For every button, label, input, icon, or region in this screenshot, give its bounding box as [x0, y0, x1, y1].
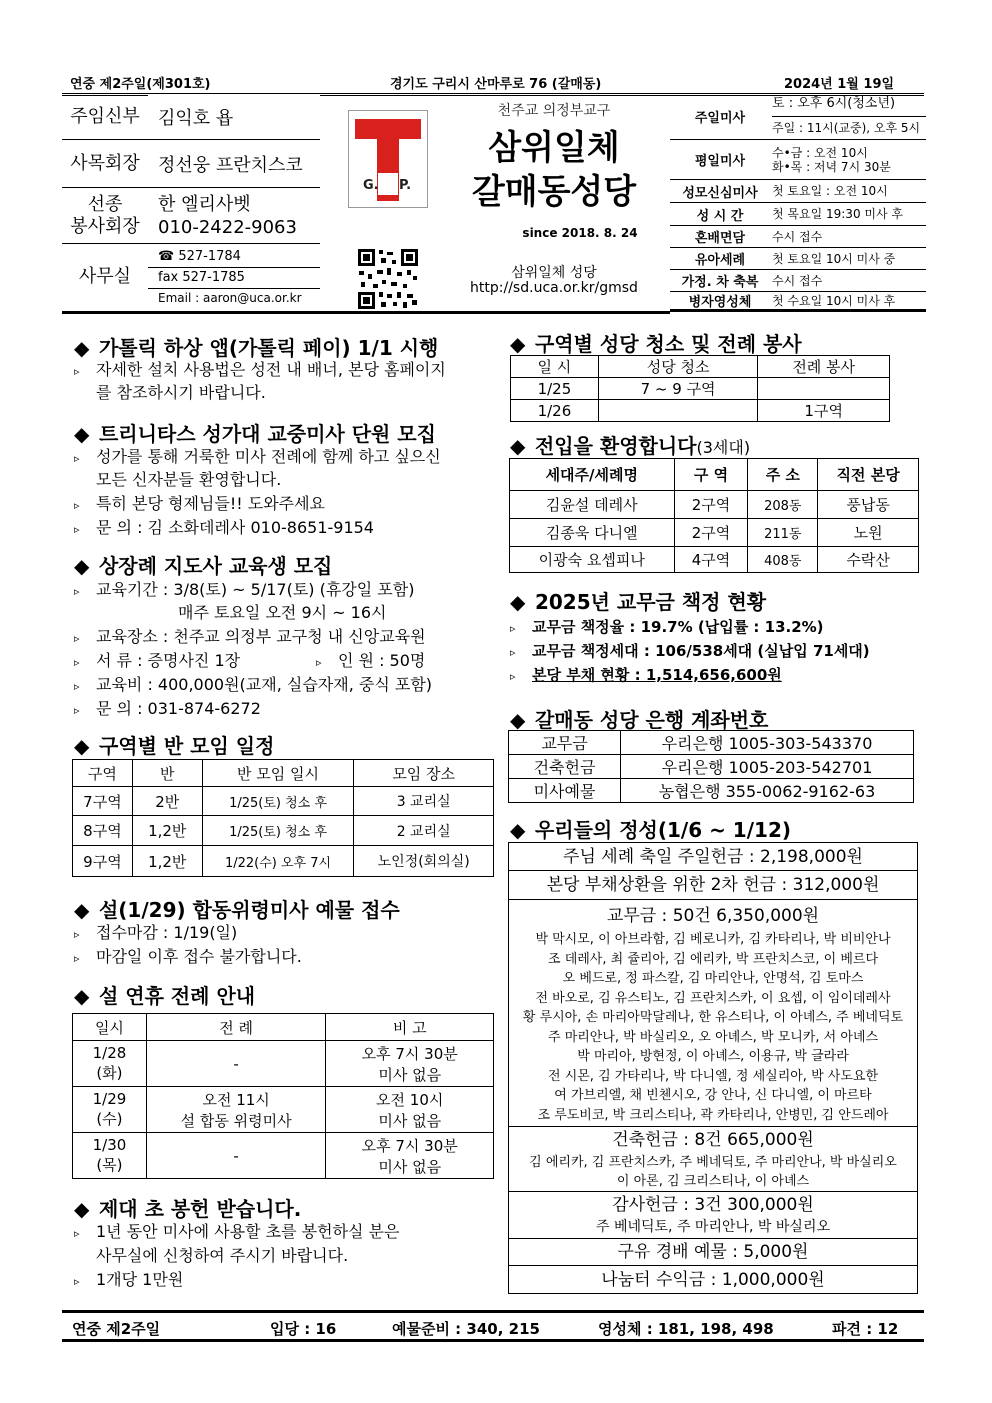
bullet-text: 접수마감 : 1/19(일) [96, 923, 238, 942]
table-cell: 1,2반 [132, 846, 202, 877]
bullet-text: 교육장소 : 천주교 의정부 교구청 내 신앙교육원 [96, 627, 426, 646]
offering-gyomu [508, 899, 918, 1127]
triangle-icon: ▹ [74, 952, 80, 965]
table-header: 구역 [73, 760, 133, 787]
table-row [73, 1087, 494, 1133]
bullet [74, 673, 432, 698]
table-cell: 211동 [748, 519, 818, 547]
names-line: 조 루도비코, 박 크리스티나, 곽 카타리나, 안병민, 김 안드레아 [537, 1107, 889, 1123]
bullet [510, 664, 782, 688]
table-row [509, 779, 914, 803]
table-cell: 2구역 [674, 491, 748, 519]
office-label: 사무실 [78, 266, 132, 287]
issue-number: 연중 제2주일(제301호) [70, 77, 211, 92]
names-line: 조 데레사, 최 쥴리아, 김 에리카, 박 프란치스코, 이 베르다 [548, 951, 878, 967]
mass-label: 주일미사 [694, 111, 746, 126]
bullet [74, 921, 237, 946]
mass-value: 첫 토요일 10시 미사 중 [772, 251, 896, 266]
note-line: 오후 7시 30분 [361, 1136, 458, 1155]
gyomu-title: 교무금 : 50건 6,350,000원 [606, 906, 820, 926]
table-row [73, 846, 494, 877]
diamond-icon: ◆ [510, 332, 526, 356]
bullet [74, 649, 240, 674]
bullet [74, 578, 414, 603]
logo-letter-p: P. [399, 178, 412, 193]
date-line: 1/28 [92, 1044, 127, 1062]
table-cell: 이광숙 요셉피나 [510, 547, 675, 573]
bullet [74, 945, 302, 970]
table-cell: 김윤설 데레사 [510, 491, 675, 519]
office-tel: ☎ 527-1784 [148, 246, 320, 268]
table-row [510, 519, 919, 547]
header-divider [62, 311, 670, 314]
note-line: 오전 10시 [376, 1090, 444, 1109]
section-heading [74, 1193, 301, 1222]
names-line: 박 막시모, 이 아브라함, 김 베로니카, 김 카타리나, 박 비비안나 [535, 932, 891, 947]
mass-value: 수시 접수 [772, 273, 823, 288]
names-line: 오 베드로, 정 파스칼, 김 마리안나, 안명석, 김 토마스 [562, 971, 864, 986]
table-cell: 교무금 [509, 731, 621, 755]
bullet-text: 문 의 : 031-874-6272 [96, 699, 261, 718]
bullet [316, 649, 425, 674]
section-heading [510, 704, 768, 733]
bullet [510, 616, 824, 640]
table-header: 반 [132, 760, 202, 787]
table-cell: 7구역 [73, 787, 133, 816]
issue-header-line [62, 70, 924, 96]
bullet-text: 교육기간 : 3/8(토) ~ 5/17(토) (휴강일 포함) [96, 580, 415, 599]
diamond-icon: ◆ [74, 554, 90, 578]
note-line: 미사 없음 [378, 1065, 442, 1084]
names-line: 황 루시아, 손 마리아막달레나, 한 유스티나, 이 아녜스, 주 베네딕토 [522, 1010, 904, 1025]
bank-account-table [508, 730, 914, 803]
table-cell [146, 1133, 326, 1179]
section-title: 상장례 지도사 교육생 모집 [98, 554, 333, 578]
mass-value: 수시 접수 [772, 229, 823, 244]
liturgy-line: 오전 11시 [202, 1090, 270, 1109]
diamond-icon: ◆ [510, 590, 526, 614]
bullet [74, 358, 446, 383]
date-line: 1/30 [92, 1136, 127, 1154]
mass-row [670, 226, 926, 248]
table-header: 주 소 [748, 459, 818, 491]
section-heading [74, 418, 436, 447]
footer-dismissal: 파견 : 12 [832, 1320, 899, 1338]
council-value: 정선웅 프란치스코 [148, 140, 320, 187]
issue-date: 2024년 1월 19일 [784, 77, 895, 92]
offering-second-collection: 본당 부채상환을 위한 2차 헌금 : 312,000원 [508, 870, 918, 900]
section-heading [510, 814, 791, 843]
mission-label-line-1: 선종 [87, 193, 123, 215]
table-row [510, 491, 919, 519]
table-header: 일시 [73, 1014, 147, 1041]
table-row [73, 816, 494, 846]
table-cell: 1/25 [511, 378, 599, 400]
triangle-icon: ▹ [74, 680, 80, 693]
table-header: 구 역 [674, 459, 748, 491]
diamond-icon: ◆ [510, 818, 526, 842]
mass-row [670, 292, 926, 312]
table-cell [146, 1041, 326, 1087]
liturgy-line: - [233, 1054, 239, 1073]
bullet [74, 445, 441, 470]
triangle-icon: ▹ [74, 928, 80, 941]
table-cell: 우리은행 1005-303-543370 [621, 731, 914, 755]
mass-row [670, 180, 926, 203]
mass-line-2: 주일 : 11시(교중), 오후 5시 [772, 120, 921, 135]
liturgy-line: - [233, 1146, 239, 1165]
liturgy-line: 설 합동 위령미사 [180, 1111, 292, 1130]
mass-label: 병자영성체 [688, 295, 752, 310]
bullet [510, 640, 870, 664]
table-cell [73, 1087, 147, 1133]
bullet [74, 625, 426, 650]
offering-crib: 구유 경배 예물 : 5,000원 [508, 1238, 918, 1266]
table-cell [598, 400, 758, 422]
bullet-continuation: 사무실에 신청하여 주시기 바랍니다. [96, 1246, 349, 1265]
section-title: 제대 초 봉헌 받습니다. [98, 1197, 302, 1221]
section-title: 설(1/29) 합동위령미사 예물 접수 [98, 898, 400, 922]
mass-row [670, 248, 926, 270]
thanks-title: 감사헌금 : 3건 300,000원 [612, 1195, 814, 1215]
footer-entrance: 입당 : 16 [270, 1320, 337, 1338]
mission-label-line-2: 봉사회장 [70, 215, 140, 237]
diamond-icon: ◆ [510, 434, 526, 458]
mass-label: 혼배면담 [694, 231, 746, 246]
bullet [74, 516, 374, 541]
table-header: 전례 봉사 [758, 356, 890, 378]
table-cell: 노인정(회의실) [354, 846, 494, 877]
bullet-text: 특히 본당 형제님들!! 도와주세요 [96, 494, 326, 513]
names-line: 이 아론, 김 크리스티나, 이 아녜스 [616, 1174, 810, 1189]
triangle-icon: ▹ [74, 499, 80, 512]
diamond-icon: ◆ [510, 708, 526, 732]
cleaning-table [510, 355, 890, 422]
pastor-value: 김익호 욥 [148, 94, 320, 139]
council-row [62, 140, 320, 188]
table-cell: 2 교리실 [354, 816, 494, 846]
table-cell [326, 1087, 494, 1133]
table-row [73, 1133, 494, 1179]
section-title: 갈매동 성당 은행 계좌번호 [534, 708, 769, 732]
names-line: 전 바오로, 김 유스티노, 김 프란치스카, 이 요셉, 이 임이데레사 [535, 990, 891, 1006]
parish-address: 경기도 구리시 산마루로 76 (갈매동) [390, 77, 602, 92]
mission-name: 한 엘리사벳 [158, 193, 251, 215]
table-header-row [510, 459, 919, 491]
table-row [511, 378, 890, 400]
bullet-text: 1개당 1만원 [96, 1270, 184, 1289]
table-header: 직전 본당 [818, 459, 919, 491]
bullet-text: 자세한 설치 사용법은 성전 내 배너, 본당 홈페이지 [96, 360, 446, 379]
bullet [74, 1268, 183, 1293]
table-header: 전 례 [146, 1014, 326, 1041]
triangle-icon: ▹ [74, 1227, 80, 1240]
offering-thanks [508, 1191, 918, 1239]
newcomers-table [509, 458, 919, 573]
table-cell: 208동 [748, 491, 818, 519]
triangle-icon: ▹ [74, 632, 80, 645]
council-label: 사목회장 [70, 152, 140, 174]
triangle-icon: ▹ [510, 670, 516, 683]
liturgy-footer [62, 1310, 924, 1342]
diamond-icon: ◆ [74, 1197, 90, 1221]
table-cell: 1/25(토) 청소 후 [202, 787, 354, 816]
table-header-row [511, 356, 890, 378]
section-title: 가톨릭 하상 앱(가톨릭 페이) 1/1 시행 [98, 336, 439, 360]
table-cell: 김종욱 다니엘 [510, 519, 675, 547]
table-cell [73, 1041, 147, 1087]
footer-sunday: 연중 제2주일 [72, 1320, 161, 1338]
note-line: 오후 7시 30분 [361, 1044, 458, 1063]
bullet [74, 697, 261, 722]
table-cell: 1,2반 [132, 816, 202, 846]
section-heading [74, 332, 438, 361]
triangle-icon: ▹ [74, 365, 80, 378]
table-row [509, 755, 914, 779]
names-line: 주 마리안나, 박 바실리오, 오 아녜스, 박 모니카, 서 아녜스 [548, 1029, 878, 1045]
section-heading [510, 430, 750, 459]
table-header: 성당 청소 [598, 356, 758, 378]
mass-line-1: 수•금 : 오전 10시 [772, 145, 868, 160]
bullet-text: 마감일 이후 접수 불가합니다. [96, 947, 302, 966]
mass-label: 유아세례 [694, 253, 746, 268]
mission-label [62, 188, 148, 243]
pastor-row [62, 94, 320, 140]
mass-row [670, 140, 926, 180]
table-cell [73, 1133, 147, 1179]
table-cell: 농협은행 355-0062-9162-63 [621, 779, 914, 803]
diamond-icon: ◆ [74, 984, 90, 1008]
section-title: 구역별 반 모임 일정 [98, 734, 275, 758]
pastor-label: 주임신부 [70, 105, 140, 127]
triangle-icon: ▹ [510, 646, 516, 659]
logo-letter-g: G. [363, 178, 379, 193]
table-header: 일 시 [511, 356, 599, 378]
mission-phone: 010-2422-9063 [158, 216, 297, 238]
bullet-text: 본당 부채 현황 : 1,514,656,600원 [532, 666, 782, 684]
section-title: 설 연휴 전례 안내 [98, 984, 256, 1008]
table-cell: 8구역 [73, 816, 133, 846]
triangle-icon: ▹ [74, 704, 80, 717]
names-line: 주 베네딕토, 주 마리안나, 박 바실리오 [595, 1219, 830, 1235]
table-cell: 1/26 [511, 400, 599, 422]
gyomu-names [509, 930, 917, 1125]
mass-value [772, 94, 926, 139]
qr-code [357, 248, 419, 310]
note-line: 미사 없음 [378, 1111, 442, 1130]
table-row [509, 731, 914, 755]
mass-label: 성모신심미사 [682, 185, 758, 201]
table-row [511, 400, 890, 422]
bullet-text: 서 류 : 증명사진 1장 [96, 651, 241, 670]
holiday-liturgy-table [72, 1013, 494, 1179]
office-row [62, 244, 320, 310]
table-cell [326, 1133, 494, 1179]
table-cell: 노원 [818, 519, 919, 547]
bullet-text: 인 원 : 50명 [338, 651, 426, 670]
table-cell: 풍납동 [818, 491, 919, 519]
section-heading [74, 894, 400, 923]
bullet-continuation: 를 참조하시기 바랍니다. [96, 383, 266, 402]
table-cell: 2구역 [674, 519, 748, 547]
note-line: 미사 없음 [378, 1157, 442, 1176]
parish-title-line-2: 갈매동성당 [471, 172, 637, 212]
office-fax: fax 527-1785 [148, 268, 320, 289]
mass-label: 성 시 간 [696, 208, 744, 224]
footer-communion: 영성체 : 181, 198, 498 [598, 1320, 774, 1338]
mass-value [772, 140, 891, 179]
table-cell: 1구역 [758, 400, 890, 422]
bullet-text: 문 의 : 김 소화데레사 010-8651-9154 [96, 518, 374, 537]
diamond-icon: ◆ [74, 898, 90, 922]
section-title: 트리니타스 성가대 교중미사 단원 모집 [98, 422, 436, 446]
table-cell: 7 ~ 9 구역 [598, 378, 758, 400]
section-title: 2025년 교무금 책정 현황 [534, 590, 767, 614]
weekday-line: (목) [96, 1156, 123, 1174]
names-line: 전 시몬, 김 가타리나, 박 다니엘, 정 세실리아, 박 사도요한 [548, 1068, 878, 1084]
table-cell: 미사예물 [509, 779, 621, 803]
names-line: 김 에리카, 김 프란치스카, 주 베네딕토, 주 마리안나, 박 바실리오 [529, 1155, 897, 1170]
diocese-name: 천주교 의정부교구 [497, 103, 611, 119]
triangle-icon: ▹ [74, 1275, 80, 1288]
bullet [74, 1220, 399, 1245]
table-cell: 1/22(수) 오후 7시 [202, 846, 354, 877]
mass-label: 평일미사 [694, 154, 746, 169]
website-url[interactable]: http://sd.uca.or.kr/gmsd [470, 280, 638, 296]
table-cell: 수락산 [818, 547, 919, 573]
table-cell: 9구역 [73, 846, 133, 877]
footer-offertory: 예물준비 : 340, 215 [392, 1320, 540, 1338]
diamond-icon: ◆ [74, 422, 90, 446]
parish-logo [348, 110, 428, 208]
offering-sunday: 주님 세례 축일 주일헌금 : 2,198,000원 [508, 842, 918, 871]
table-header-row [73, 760, 494, 787]
bullet-text: 교육비 : 400,000원(교재, 실습자재, 중식 포함) [96, 675, 433, 694]
triangle-icon: ▹ [74, 523, 80, 536]
table-header-row [73, 1014, 494, 1041]
offering-sharing: 나눔터 수익금 : 1,000,000원 [508, 1265, 918, 1294]
table-row [73, 1041, 494, 1087]
table-header: 세대주/세례명 [510, 459, 675, 491]
section-heading [74, 550, 332, 579]
bullet-text: 성가를 통해 거룩한 미사 전례에 함께 하고 싶으신 [96, 447, 441, 466]
section-heading [510, 328, 802, 357]
diamond-icon: ◆ [74, 734, 90, 758]
mass-row [670, 94, 926, 140]
triangle-icon: ▹ [510, 622, 516, 635]
table-header: 비 고 [326, 1014, 494, 1041]
section-title: 전입을 환영합니다 [534, 434, 697, 458]
table-row [73, 787, 494, 816]
triangle-icon: ▹ [74, 656, 80, 669]
diamond-icon: ◆ [74, 336, 90, 360]
date-line: 1/29 [92, 1090, 127, 1108]
mass-line-2: 화•목 : 저녁 7시 30분 [772, 159, 891, 174]
bullet-continuation: 모든 신자분들 환영합니다. [96, 470, 282, 489]
table-cell: 408동 [748, 547, 818, 573]
names-line: 여 가브리엘, 채 빈첸시오, 강 안나, 신 다니엘, 이 마르타 [554, 1088, 872, 1103]
mass-value: 첫 목요일 19:30 미사 후 [772, 207, 903, 221]
parish-title-line-1: 삼위일체 [488, 128, 620, 168]
weekday-line: (수) [96, 1110, 123, 1128]
bullet-text: 1년 동안 미사에 사용할 초를 봉헌하실 분은 [96, 1222, 400, 1241]
mass-value: 첫 토요일 : 오전 10시 [772, 184, 888, 198]
triangle-icon: ▹ [316, 656, 322, 669]
bullet-text: 교무금 책정세대 : 106/538세대 (실납입 71세대) [532, 642, 870, 660]
building-title: 건축헌금 : 8건 665,000원 [612, 1130, 814, 1150]
table-cell [146, 1087, 326, 1133]
founded-date: since 2018. 8. 24 [522, 226, 638, 240]
names-line: 박 마리아, 방현정, 이 아녜스, 이용규, 박 글라라 [577, 1049, 849, 1064]
office-email: Email : aaron@uca.or.kr [158, 291, 302, 305]
section-heading [74, 980, 255, 1009]
section-title: 구역별 성당 청소 및 전례 봉사 [534, 332, 802, 356]
weekday-line: (화) [96, 1064, 123, 1082]
table-cell: 4구역 [674, 547, 748, 573]
table-header: 모임 장소 [354, 760, 494, 787]
website-name: 삼위일체 성당 [511, 265, 597, 281]
triangle-icon: ▹ [74, 585, 80, 598]
offering-building [508, 1126, 918, 1192]
bullet-text: 교무금 책정율 : 19.7% (납입률 : 13.2%) [532, 618, 824, 636]
mass-value: 첫 수요일 10시 미사 후 [772, 293, 896, 308]
mass-row [670, 270, 926, 292]
bullet-continuation: 매주 토요일 오전 9시 ~ 16시 [178, 603, 387, 622]
table-header: 반 모임 일시 [202, 760, 354, 787]
group-meeting-table [72, 759, 494, 877]
mission-value [148, 188, 320, 243]
section-title-suffix: (3세대) [696, 438, 751, 457]
table-cell: 3 교리실 [354, 787, 494, 816]
section-heading [510, 586, 766, 615]
table-cell [326, 1041, 494, 1087]
section-title: 우리들의 정성(1/6 ~ 1/12) [534, 818, 792, 842]
table-cell [758, 378, 890, 400]
bullet [74, 492, 325, 517]
section-heading [74, 730, 274, 759]
triangle-icon: ▹ [74, 452, 80, 465]
table-cell: 우리은행 1005-203-542701 [621, 755, 914, 779]
mass-row [670, 203, 926, 226]
table-row [510, 547, 919, 573]
mission-row [62, 188, 320, 244]
mass-label: 가정. 차 축복 [681, 275, 759, 290]
table-cell: 건축헌금 [509, 755, 621, 779]
table-cell: 2반 [132, 787, 202, 816]
mass-line-1: 토 : 오후 6시(청소년) [772, 94, 926, 117]
table-cell: 1/25(토) 청소 후 [202, 816, 354, 846]
